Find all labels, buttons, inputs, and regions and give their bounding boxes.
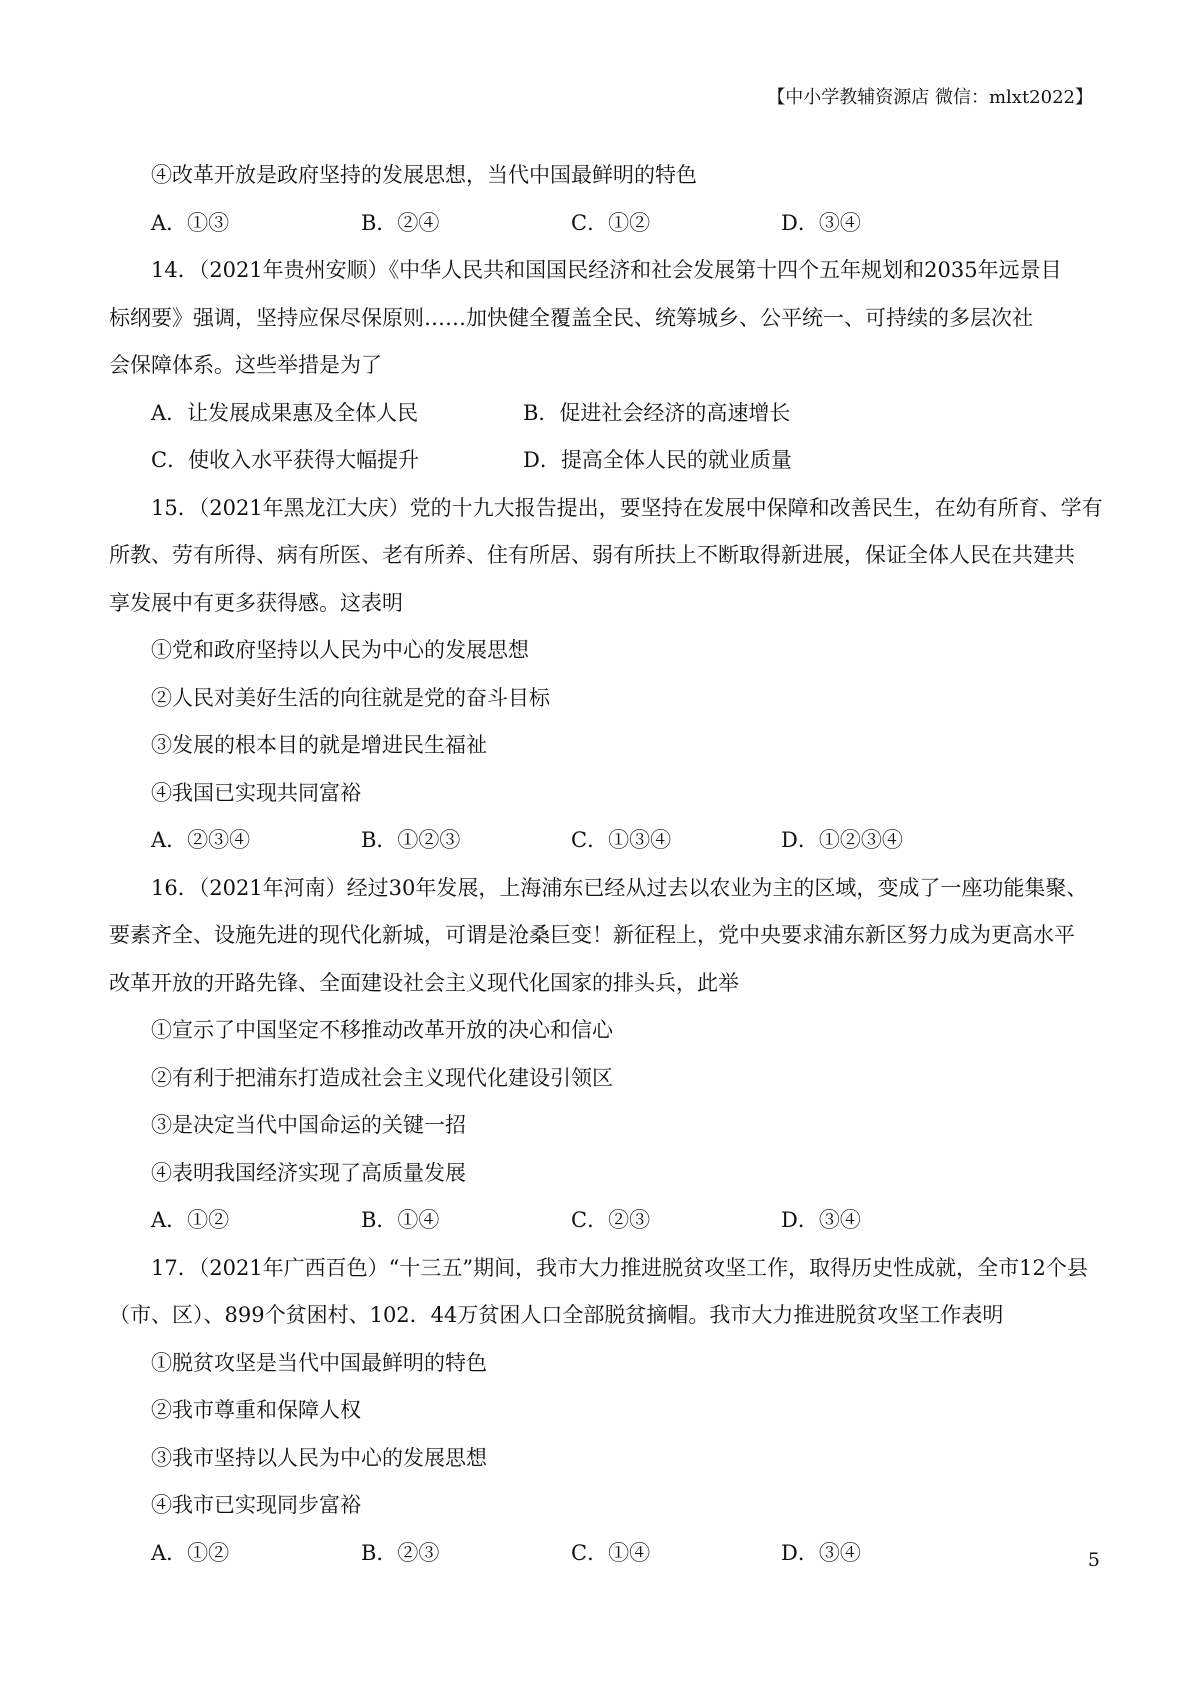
q14-stem-line-2: 标纲要》强调，坚持应保尽保原则……加快健全覆盖全民、统筹城乡、公平统一、可持续的多层次社 — [109, 305, 1033, 330]
q17-statement-3: ③我市坚持以人民为中心的发展思想 — [151, 1445, 487, 1470]
q16-option-c: C．②③ — [571, 1208, 651, 1232]
q15-option-a: A．②③④ — [151, 828, 251, 852]
q13-options — [109, 200, 1101, 248]
q16-option-d: D．③④ — [781, 1208, 861, 1232]
q17-option-d: D．③④ — [781, 1540, 861, 1565]
q15-stem-line-2: 所教、劳有所得、病有所医、老有所养、住有所居、弱有所扶上不断取得新进展，保证全体人民在共建共 — [109, 543, 1075, 567]
q15-statement-4: ④我国已实现共同富裕 — [151, 780, 361, 805]
q14-stem-line-3: 会保障体系。这些举措是为了 — [109, 353, 382, 377]
q16-statement-4: ④表明我国经济实现了高质量发展 — [151, 1160, 466, 1185]
q14-option-d: D．提高全体人民的就业质量 — [523, 448, 792, 472]
q17-stem-line-2: （市、区）、899个贫困村、102．44万贫困人口全部脱贫摘帽。我市大力推进脱贫攻坚工作表明 — [109, 1303, 1004, 1327]
header-tag: 【中小学教辅资源店 微信：mlxt2022】 — [767, 87, 1093, 108]
q16-option-b: B．①④ — [361, 1208, 440, 1232]
q14-option-b: B．促进社会经济的高速增长 — [523, 400, 791, 425]
q16-stem-line-3: 改革开放的开路先锋、全面建设社会主义现代化国家的排头兵，此举 — [109, 970, 739, 995]
q16-statement-3: ③是决定当代中国命运的关键一招 — [151, 1113, 466, 1137]
q17-option-a: A．①② — [151, 1540, 230, 1565]
document-body — [109, 152, 1101, 1577]
q15-option-b: B．①②③ — [361, 828, 461, 852]
q17-option-b: B．②③ — [361, 1540, 440, 1565]
q17-option-c: C．①④ — [571, 1540, 651, 1565]
q17-statement-2: ②我市尊重和保障人权 — [151, 1398, 361, 1422]
q13-statement-4: ④改革开放是政府坚持的发展思想，当代中国最鲜明的特色 — [151, 163, 697, 187]
q15-option-d: D．①②③④ — [781, 828, 903, 852]
q17-statement-1: ①脱贫攻坚是当代中国最鲜明的特色 — [151, 1350, 487, 1375]
q15-statement-3: ③发展的根本目的就是增进民生福祉 — [151, 733, 487, 757]
q15-option-c: C．①③④ — [571, 828, 672, 852]
q14-option-a: A．让发展成果惠及全体人民 — [151, 400, 419, 425]
q13-option-c: C．①② — [571, 210, 651, 235]
q16-statement-1: ①宣示了中国坚定不移推动改革开放的决心和信心 — [151, 1018, 613, 1042]
q15-options — [109, 817, 1101, 865]
q17-options — [109, 1530, 1101, 1578]
q16-stem-line-2: 要素齐全、设施先进的现代化新城，可谓是沧桑巨变！新征程上，党中央要求浦东新区努力成为更高水平 — [109, 923, 1075, 947]
q17-stem-line-1: 17．（2021年广西百色）“十三五”期间，我市大力推进脱贫攻坚工作，取得历史性成就，全市12个县 — [151, 1255, 1088, 1280]
q15-stem-line-1: 15．（2021年黑龙江大庆）党的十九大报告提出，要坚持在发展中保障和改善民生，在幼有所育、学有 — [151, 495, 1103, 520]
q16-options — [109, 1197, 1101, 1245]
q15-stem-line-3: 享发展中有更多获得感。这表明 — [109, 590, 403, 615]
q13-option-a: A．①③ — [151, 210, 230, 235]
q16-stem-line-1: 16．（2021年河南）经过30年发展，上海浦东已经从过去以农业为主的区域，变成了一座功能集聚、 — [151, 875, 1088, 900]
q13-option-d: D．③④ — [781, 210, 861, 235]
q16-statement-2: ②有利于把浦东打造成社会主义现代化建设引领区 — [151, 1065, 613, 1090]
page-number: 5 — [1087, 1549, 1100, 1571]
q14-options-row-2 — [109, 437, 1101, 485]
q14-option-c: C．使收入水平获得大幅提升 — [151, 448, 420, 472]
q14-stem-line-1: 14．（2021年贵州安顺）《中华人民共和国国民经济和社会发展第十四个五年规划和2035年远景目 — [151, 258, 1062, 282]
q17-statement-4: ④我市已实现同步富裕 — [151, 1493, 361, 1517]
q15-statement-1: ①党和政府坚持以人民为中心的发展思想 — [151, 638, 529, 662]
q13-option-b: B．②④ — [361, 210, 440, 235]
q16-option-a: A．①② — [151, 1208, 230, 1232]
q15-statement-2: ②人民对美好生活的向往就是党的奋斗目标 — [151, 685, 550, 710]
q14-options-row-1 — [109, 390, 1101, 438]
